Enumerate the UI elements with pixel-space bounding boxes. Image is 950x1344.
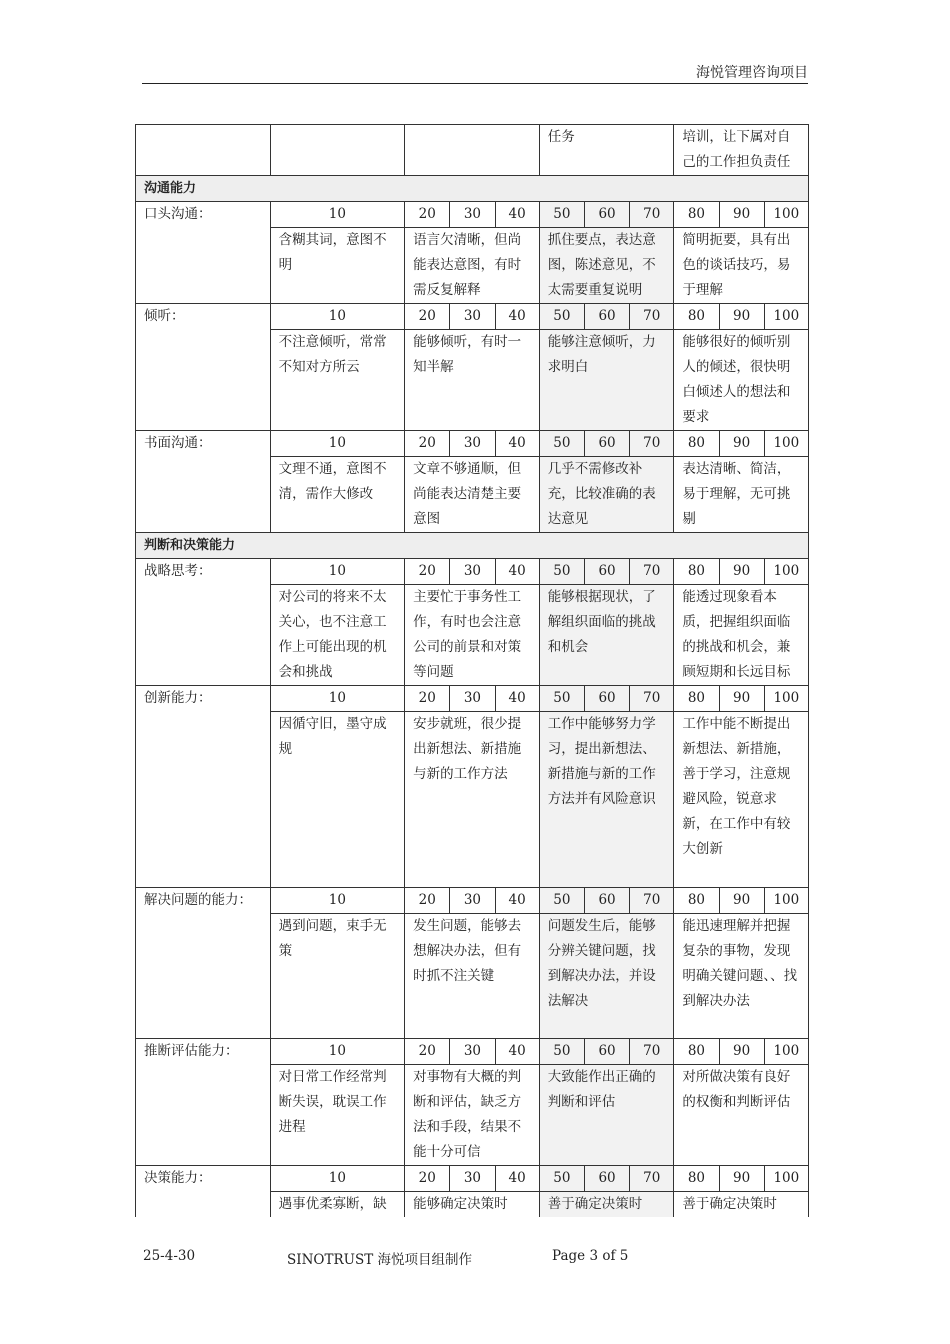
label-cell-continued — [136, 585, 271, 686]
footer-maker: SINOTRUST 海悦项目组制作 — [287, 1252, 473, 1268]
level-description: 安步就班，很少提出新想法、新措施与新的工作方法 — [405, 712, 540, 888]
score-cell: 100 — [764, 304, 808, 330]
score-row — [136, 431, 809, 457]
score-cell: 40 — [495, 686, 539, 712]
level-description: 对日常工作经常判断失误，耽误工作进程 — [270, 1065, 405, 1166]
score-cell: 20 — [405, 1039, 450, 1065]
label-cell-empty — [136, 125, 271, 176]
desc-cell-empty — [270, 125, 405, 176]
score-cell: 10 — [270, 559, 405, 585]
score-cell: 70 — [630, 887, 674, 913]
score-cell: 80 — [674, 887, 719, 913]
level-description: 抓住要点，表达意图，陈述意见，不太需要重复说明 — [539, 228, 674, 304]
score-cell: 70 — [630, 1166, 674, 1192]
level-description: 大致能作出正确的判断和评估 — [539, 1065, 674, 1166]
score-cell: 20 — [405, 1166, 450, 1192]
level-description: 能够根据现状，了解组织面临的挑战和机会 — [539, 585, 674, 686]
competency-label: 推断评估能力： — [136, 1039, 271, 1065]
level-description: 简明扼要，具有出色的谈话技巧，易于理解 — [674, 228, 809, 304]
level-description: 工作中能够努力学习，提出新想法、新措施与新的工作方法并有风险意识 — [539, 712, 674, 888]
score-cell: 80 — [674, 559, 719, 585]
score-cell: 50 — [539, 202, 584, 228]
level-description: 能够倾听，有时一知半解 — [405, 330, 540, 431]
level-description: 善于确定决策时 — [674, 1192, 809, 1218]
score-cell: 100 — [764, 1166, 808, 1192]
score-row — [136, 686, 809, 712]
score-cell: 30 — [450, 431, 495, 457]
score-cell: 50 — [539, 1039, 584, 1065]
score-cell: 20 — [405, 202, 450, 228]
score-cell: 100 — [764, 559, 808, 585]
score-cell: 80 — [674, 1166, 719, 1192]
score-cell: 80 — [674, 202, 719, 228]
score-cell: 60 — [584, 559, 629, 585]
score-row — [136, 1166, 809, 1192]
level-description: 几乎不需修改补充，比较准确的表达意见 — [539, 457, 674, 533]
level-description: 问题发生后，能够分辨关键问题，找到解决办法，并设法解决 — [539, 913, 674, 1039]
score-row — [136, 202, 809, 228]
desc-cell: 任务 — [539, 125, 674, 176]
score-row — [136, 304, 809, 330]
score-cell: 30 — [450, 887, 495, 913]
score-cell: 60 — [584, 1039, 629, 1065]
competency-label: 决策能力： — [136, 1166, 271, 1192]
score-cell: 80 — [674, 686, 719, 712]
section-title: 沟通能力 — [136, 176, 809, 202]
score-cell: 90 — [719, 559, 764, 585]
table-row-top-continued — [136, 125, 809, 176]
desc-cell-empty — [405, 125, 540, 176]
score-cell: 40 — [495, 202, 539, 228]
score-cell: 100 — [764, 1039, 808, 1065]
section-title: 判断和决策能力 — [136, 533, 809, 559]
score-cell: 10 — [270, 1039, 405, 1065]
score-cell: 80 — [674, 431, 719, 457]
score-cell: 70 — [630, 431, 674, 457]
level-description: 对所做决策有良好的权衡和判断评估 — [674, 1065, 809, 1166]
level-description: 对事物有大概的判断和评估，缺乏方法和手段，结果不能十分可信 — [405, 1065, 540, 1166]
score-cell: 30 — [450, 559, 495, 585]
score-cell: 20 — [405, 304, 450, 330]
score-cell: 70 — [630, 1039, 674, 1065]
description-row — [136, 712, 809, 888]
label-cell-continued — [136, 228, 271, 304]
score-row — [136, 887, 809, 913]
competency-label: 战略思考： — [136, 559, 271, 585]
footer-page-number: Page 3 of 5 — [552, 1248, 629, 1264]
competency-label: 创新能力： — [136, 686, 271, 712]
section-header-row — [136, 176, 809, 202]
score-cell: 40 — [495, 304, 539, 330]
score-cell: 10 — [270, 887, 405, 913]
score-cell: 60 — [584, 686, 629, 712]
label-cell-continued — [136, 1065, 271, 1166]
score-cell: 100 — [764, 686, 808, 712]
score-cell: 30 — [450, 202, 495, 228]
score-cell: 10 — [270, 1166, 405, 1192]
score-cell: 70 — [630, 202, 674, 228]
level-description: 遇到问题，束手无策 — [270, 913, 405, 1039]
score-cell: 20 — [405, 431, 450, 457]
competency-label: 倾听： — [136, 304, 271, 330]
score-cell: 50 — [539, 686, 584, 712]
level-description: 能够注意倾听，力求明白 — [539, 330, 674, 431]
label-cell-continued — [136, 457, 271, 533]
level-description: 能够确定决策时 — [405, 1192, 540, 1218]
score-cell: 40 — [495, 887, 539, 913]
score-cell: 40 — [495, 431, 539, 457]
score-cell: 90 — [719, 431, 764, 457]
header-divider — [142, 83, 808, 84]
score-cell: 100 — [764, 431, 808, 457]
score-cell: 90 — [719, 1039, 764, 1065]
competency-label: 解决问题的能力： — [136, 887, 271, 913]
score-cell: 70 — [630, 304, 674, 330]
description-row — [136, 457, 809, 533]
score-cell: 60 — [584, 202, 629, 228]
description-row — [136, 1192, 809, 1218]
score-cell: 60 — [584, 887, 629, 913]
level-description: 不注意倾听，常常不知对方所云 — [270, 330, 405, 431]
score-cell: 30 — [450, 686, 495, 712]
score-cell: 100 — [764, 887, 808, 913]
label-cell-continued — [136, 330, 271, 431]
description-row — [136, 913, 809, 1039]
level-description: 表达清晰、简洁，易于理解，无可挑剔 — [674, 457, 809, 533]
score-cell: 90 — [719, 1166, 764, 1192]
level-description: 含糊其词，意图不明 — [270, 228, 405, 304]
score-cell: 70 — [630, 686, 674, 712]
level-description: 善于确定决策时 — [539, 1192, 674, 1218]
score-cell: 80 — [674, 304, 719, 330]
level-description: 文章不够通顺，但尚能表达清楚主要意图 — [405, 457, 540, 533]
header-title: 海悦管理咨询项目 — [696, 65, 808, 81]
score-cell: 50 — [539, 1166, 584, 1192]
score-cell: 10 — [270, 304, 405, 330]
score-cell: 100 — [764, 202, 808, 228]
level-description: 文理不通，意图不清，需作大修改 — [270, 457, 405, 533]
score-cell: 40 — [495, 1166, 539, 1192]
score-cell: 90 — [719, 887, 764, 913]
description-row — [136, 1065, 809, 1166]
level-description: 主要忙于事务性工作，有时也会注意公司的前景和对策等问题 — [405, 585, 540, 686]
score-cell: 20 — [405, 686, 450, 712]
level-description: 因循守旧，墨守成规 — [270, 712, 405, 888]
score-cell: 60 — [584, 1166, 629, 1192]
level-description: 能够很好的倾听别人的倾述，很快明白倾述人的想法和要求 — [674, 330, 809, 431]
score-row — [136, 1039, 809, 1065]
score-cell: 40 — [495, 1039, 539, 1065]
score-cell: 90 — [719, 202, 764, 228]
score-cell: 60 — [584, 304, 629, 330]
score-cell: 20 — [405, 559, 450, 585]
score-cell: 30 — [450, 1039, 495, 1065]
level-description: 能透过现象看本质，把握组织面临的挑战和机会，兼顾短期和长远目标 — [674, 585, 809, 686]
score-cell: 90 — [719, 686, 764, 712]
score-row — [136, 559, 809, 585]
score-cell: 20 — [405, 887, 450, 913]
footer-date: 25-4-30 — [143, 1248, 196, 1264]
level-description: 能迅速理解并把握复杂的事物，发现明确关键问题、、找到解决办法 — [674, 913, 809, 1039]
label-cell-continued — [136, 913, 271, 1039]
score-cell: 30 — [450, 1166, 495, 1192]
label-cell-continued — [136, 1192, 271, 1218]
score-cell: 40 — [495, 559, 539, 585]
score-cell: 50 — [539, 431, 584, 457]
competency-label: 口头沟通： — [136, 202, 271, 228]
score-cell: 10 — [270, 686, 405, 712]
level-description: 工作中能不断提出新想法、新措施，善于学习，注意规避风险，锐意求新，在工作中有较大创新 — [674, 712, 809, 888]
label-cell-continued — [136, 712, 271, 888]
competency-label: 书面沟通： — [136, 431, 271, 457]
section-header-row — [136, 533, 809, 559]
score-cell: 90 — [719, 304, 764, 330]
score-cell: 80 — [674, 1039, 719, 1065]
description-row — [136, 585, 809, 686]
score-cell: 50 — [539, 559, 584, 585]
level-description: 发生问题，能够去想解决办法，但有时抓不注关键 — [405, 913, 540, 1039]
score-cell: 10 — [270, 431, 405, 457]
desc-cell: 培训，让下属对自己的工作担负责任 — [674, 125, 809, 176]
description-row — [136, 330, 809, 431]
level-description: 对公司的将来不太关心，也不注意工作上可能出现的机会和挑战 — [270, 585, 405, 686]
description-row — [136, 228, 809, 304]
score-cell: 50 — [539, 304, 584, 330]
level-description: 语言欠清晰，但尚能表达意图，有时需反复解释 — [405, 228, 540, 304]
score-cell: 30 — [450, 304, 495, 330]
score-cell: 50 — [539, 887, 584, 913]
score-cell: 60 — [584, 431, 629, 457]
score-cell: 70 — [630, 559, 674, 585]
competency-evaluation-table — [135, 124, 809, 1217]
level-description: 遇事优柔寡断，缺 — [270, 1192, 405, 1218]
score-cell: 10 — [270, 202, 405, 228]
